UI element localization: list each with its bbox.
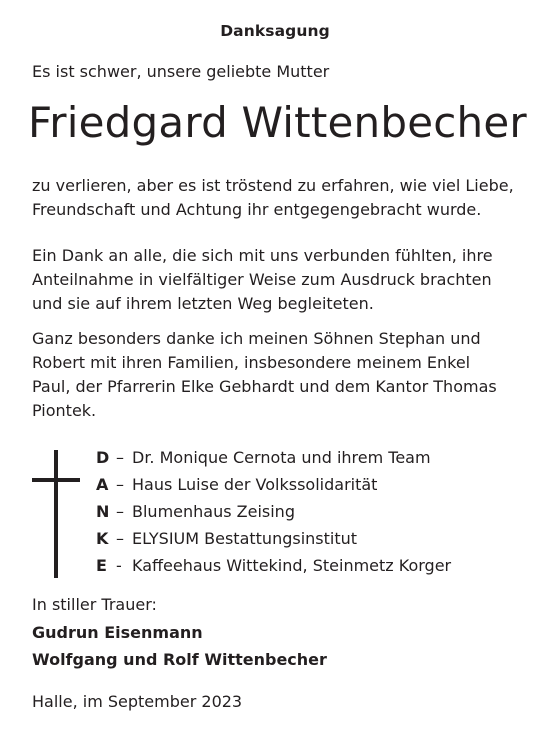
thanks-item [96, 444, 451, 471]
cross-icon [32, 450, 80, 578]
cross-horizontal-bar [32, 478, 80, 482]
paragraph-line: Ganz besonders danke ich meinen Söhnen Stephan und [32, 329, 481, 348]
thanks-text: ELYSIUM Bestattungsinstitut [132, 529, 358, 548]
acrostic-letter: A [96, 475, 109, 494]
thanks-dash: – [116, 448, 124, 467]
thanks-dash: - [116, 556, 122, 575]
paragraph-line: und sie auf ihrem letzten Weg begleiteten. [32, 294, 374, 313]
place-date: Halle, im September 2023 [32, 692, 243, 711]
acrostic-letter: N [96, 502, 110, 521]
paragraph-line: Piontek. [32, 401, 97, 420]
paragraph-line: zu verlieren, aber es ist tröstend zu erfahren, wie viel Liebe, [32, 176, 514, 195]
thanks-text: Kaffeehaus Wittekind, Steinmetz Korger [132, 556, 452, 575]
thanks-item [96, 525, 451, 552]
thanks-dash: – [116, 475, 124, 494]
notice-heading: Danksagung [220, 22, 330, 40]
thanks-dash: – [116, 502, 124, 521]
paragraph-line: Ein Dank an alle, die sich mit uns verbunden fühlten, ihre [32, 246, 493, 265]
paragraph-line: Freundschaft und Achtung ihr entgegengebracht wurde. [32, 200, 482, 219]
thanks-text: Blumenhaus Zeising [132, 502, 295, 521]
mourner-name: Wolfgang und Rolf Wittenbecher [32, 650, 327, 669]
thanks-dash: – [116, 529, 124, 548]
paragraph-2 [32, 244, 532, 316]
thanks-text: Haus Luise der Volkssolidarität [132, 475, 378, 494]
paragraph-line: Anteilnahme in vielfältiger Weise zum Ausdruck brachten [32, 270, 492, 289]
mourner-name: Gudrun Eisenmann [32, 623, 203, 642]
acrostic-letter: D [96, 448, 110, 467]
paragraph-line: Paul, der Pfarrerin Elke Gebhardt und dem Kantor Thomas [32, 377, 497, 396]
paragraph-line: Robert mit ihren Familien, insbesondere meinem Enkel [32, 353, 471, 372]
thanks-list [96, 444, 451, 579]
thanks-item [96, 498, 451, 525]
thanks-item [96, 552, 451, 579]
thanks-item [96, 471, 451, 498]
cross-vertical-bar [54, 450, 58, 578]
thanks-text: Dr. Monique Cernota und ihrem Team [132, 448, 431, 467]
acrostic-letter: E [96, 556, 107, 575]
paragraph-3 [32, 327, 532, 423]
acrostic-letter: K [96, 529, 109, 548]
intro-text: Es ist schwer, unsere geliebte Mutter [32, 62, 330, 81]
mourning-label: In stiller Trauer: [32, 595, 157, 614]
paragraph-1 [32, 174, 532, 222]
deceased-name: Friedgard Wittenbecher [28, 98, 527, 147]
